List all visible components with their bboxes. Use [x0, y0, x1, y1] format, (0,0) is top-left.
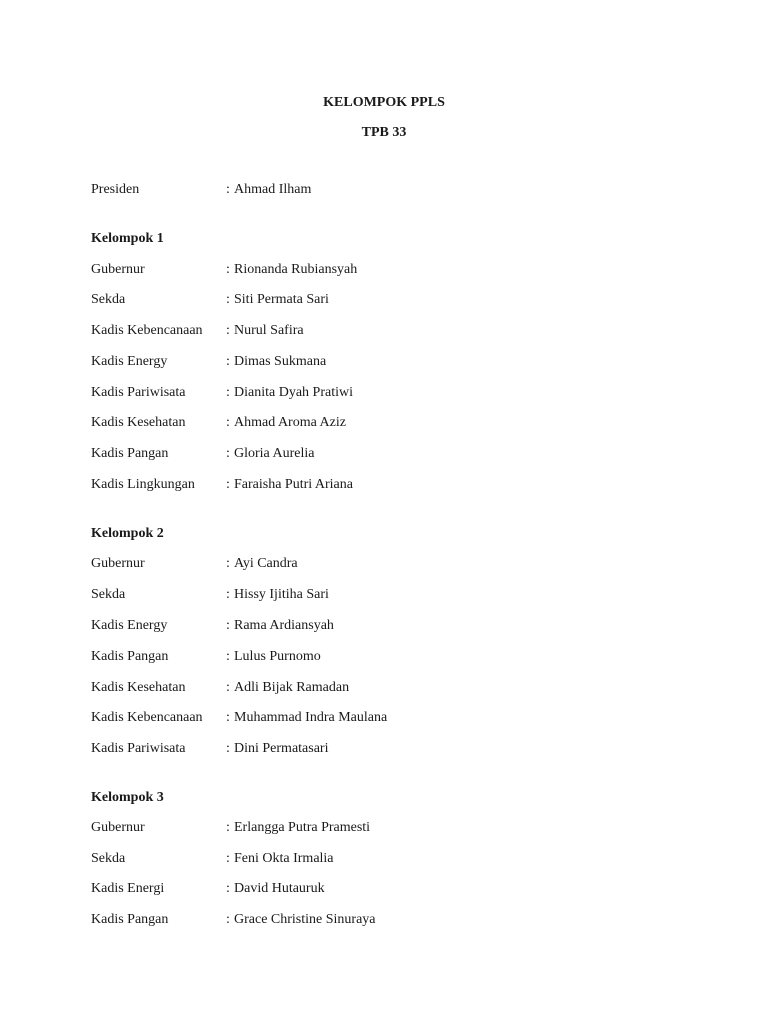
member-name: Lulus Purnomo [234, 649, 321, 664]
president-row [91, 181, 311, 199]
member-row [91, 414, 346, 432]
role-label: Kadis Pariwisata [91, 385, 186, 400]
member-name: Siti Permata Sari [234, 292, 329, 307]
role-label: Gubernur [91, 262, 145, 277]
separator: : [226, 881, 230, 896]
role-label: Sekda [91, 292, 126, 307]
group-heading-3: Kelompok 3 [91, 790, 164, 805]
separator: : [226, 354, 230, 369]
member-row [91, 445, 314, 463]
member-name: Dianita Dyah Pratiwi [234, 385, 353, 400]
role-label: Kadis Pangan [91, 912, 169, 927]
member-name: David Hutauruk [234, 881, 325, 896]
member-name: Ahmad Ilham [234, 182, 312, 197]
separator: : [226, 477, 230, 492]
member-row [91, 291, 329, 309]
role-label: Kadis Lingkungan [91, 477, 195, 492]
member-name: Nurul Safira [234, 323, 304, 338]
separator: : [226, 851, 230, 866]
member-name: Faraisha Putri Ariana [234, 477, 353, 492]
separator: : [226, 262, 230, 277]
role-label: Gubernur [91, 820, 145, 835]
role-label: Kadis Energy [91, 354, 168, 369]
role-label: Kadis Energy [91, 618, 168, 633]
separator: : [226, 323, 230, 338]
member-row [91, 709, 387, 727]
role-label: Gubernur [91, 556, 145, 571]
separator: : [226, 649, 230, 664]
separator: : [226, 618, 230, 633]
separator: : [226, 446, 230, 461]
member-name: Dimas Sukmana [234, 354, 327, 369]
member-row [91, 740, 328, 758]
member-row [91, 555, 298, 573]
member-row [91, 617, 334, 635]
role-label: Kadis Pangan [91, 649, 169, 664]
member-name: Dini Permatasari [234, 741, 329, 756]
member-row [91, 880, 325, 898]
member-name: Muhammad Indra Maulana [234, 710, 388, 725]
role-label: Presiden [91, 182, 140, 197]
member-name: Gloria Aurelia [234, 446, 315, 461]
member-row [91, 911, 376, 929]
role-label: Kadis Kebencanaan [91, 710, 203, 725]
member-name: Ahmad Aroma Aziz [234, 415, 346, 430]
member-row [91, 850, 334, 868]
group-heading-2: Kelompok 2 [91, 526, 164, 541]
role-label: Kadis Pariwisata [91, 741, 186, 756]
member-row [91, 476, 353, 494]
document-subtitle: TPB 33 [361, 125, 407, 140]
separator: : [226, 820, 230, 835]
member-row [91, 819, 370, 837]
separator: : [226, 741, 230, 756]
separator: : [226, 182, 230, 197]
role-label: Kadis Kesehatan [91, 415, 186, 430]
separator: : [226, 680, 230, 695]
separator: : [226, 912, 230, 927]
member-name: Grace Christine Sinuraya [234, 912, 376, 927]
role-label: Sekda [91, 587, 126, 602]
member-row [91, 679, 349, 697]
member-row [91, 586, 329, 604]
member-name: Erlangga Putra Pramesti [234, 820, 371, 835]
member-row [91, 353, 326, 371]
member-name: Rionanda Rubiansyah [234, 262, 358, 277]
separator: : [226, 385, 230, 400]
document-title: KELOMPOK PPLS [323, 95, 445, 110]
member-name: Hissy Ijitiha Sari [234, 587, 329, 602]
member-row [91, 384, 353, 402]
member-name: Ayi Candra [234, 556, 298, 571]
role-label: Sekda [91, 851, 126, 866]
separator: : [226, 415, 230, 430]
member-row [91, 648, 321, 666]
role-label: Kadis Kebencanaan [91, 323, 203, 338]
member-name: Feni Okta Irmalia [234, 851, 334, 866]
role-label: Kadis Kesehatan [91, 680, 186, 695]
member-row [91, 322, 304, 340]
separator: : [226, 587, 230, 602]
group-heading-1: Kelompok 1 [91, 231, 164, 246]
member-name: Adli Bijak Ramadan [234, 680, 350, 695]
separator: : [226, 710, 230, 725]
member-name: Rama Ardiansyah [234, 618, 334, 633]
member-row [91, 261, 357, 279]
separator: : [226, 556, 230, 571]
role-label: Kadis Pangan [91, 446, 169, 461]
separator: : [226, 292, 230, 307]
role-label: Kadis Energi [91, 881, 165, 896]
